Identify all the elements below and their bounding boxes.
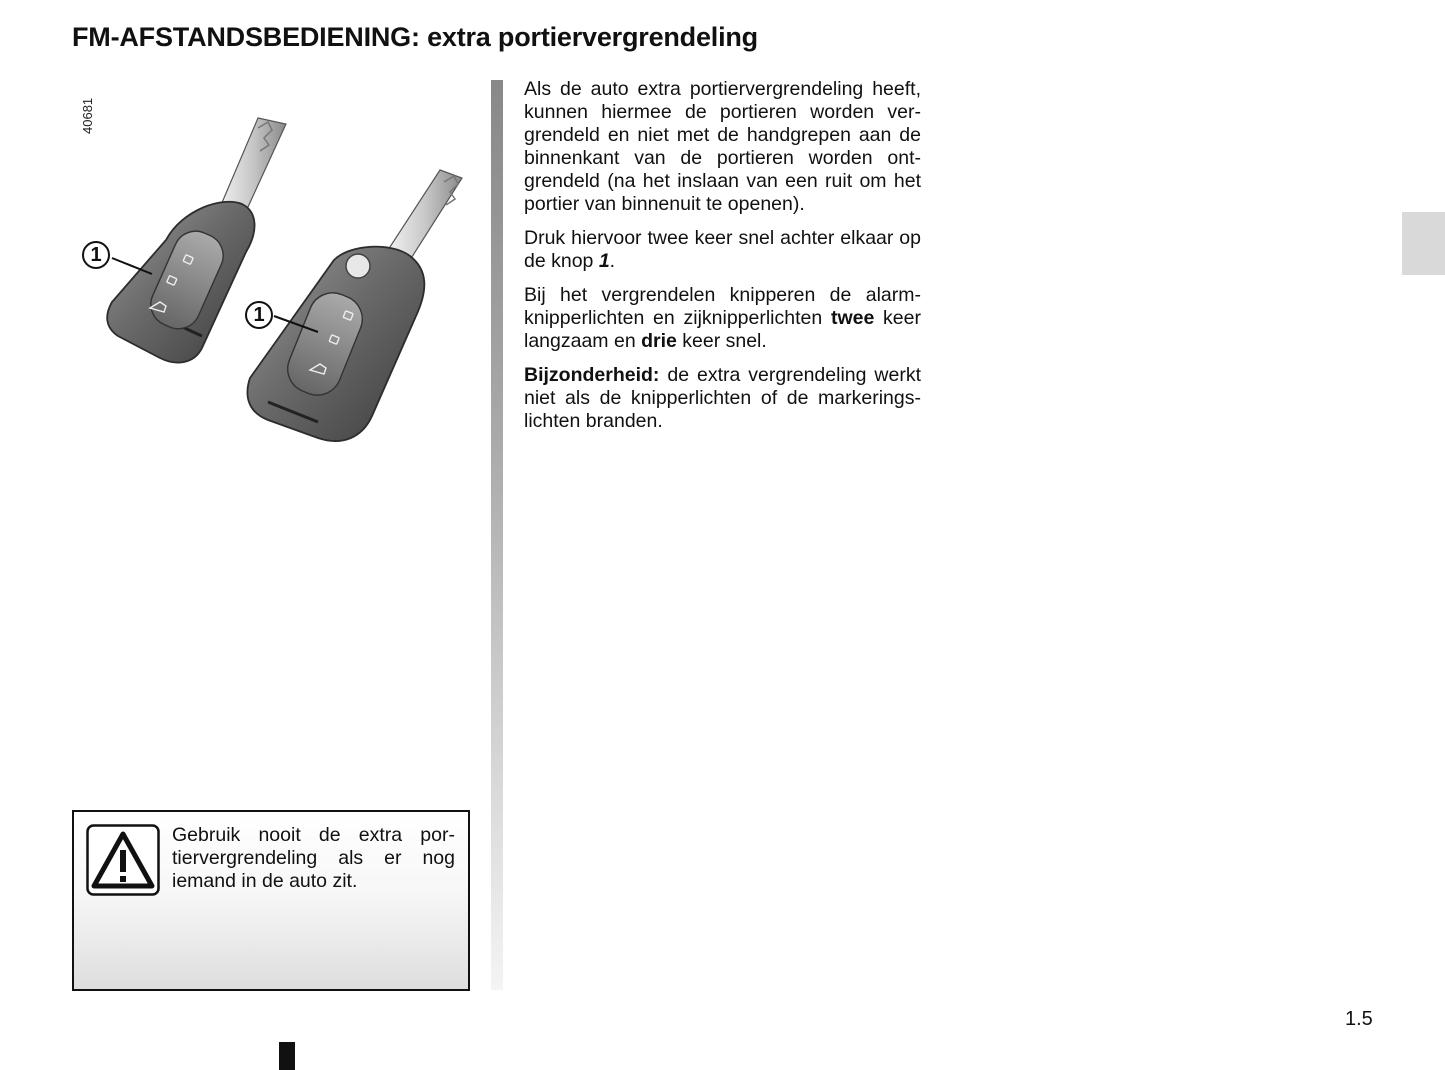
note-label: Bijzonderheid: xyxy=(524,364,660,386)
remote-key-illustration xyxy=(72,80,482,470)
warning-text: Gebruik nooit de extra portiervergrendeling als er nog iemand in de auto zit. xyxy=(172,824,455,892)
flashing-text-b: keer langzaam en xyxy=(524,307,921,352)
instruction-end: . xyxy=(609,250,616,272)
callout-1-right: 1 xyxy=(245,301,273,329)
section-tab xyxy=(1402,212,1445,275)
print-mark xyxy=(279,1042,295,1070)
warning-triangle-icon xyxy=(86,824,160,896)
button-reference: 1 xyxy=(598,250,610,272)
paragraph-note xyxy=(524,364,921,433)
flashing-text-c: keer snel. xyxy=(676,330,767,352)
paragraph-instruction xyxy=(524,227,921,273)
paragraph-flashing xyxy=(524,284,921,353)
warning-box xyxy=(72,810,470,991)
paragraph-intro: Als de auto extra portiervergrendeling heeft, kunnen hiermee de portieren worden vergrendeld en niet met de handgrepen aan de binnenkant van de portieren worden ontgrendeld (na het inslaan van een ruit om het portier van binnenuit te openen). xyxy=(524,78,921,215)
flashing-count-three: drie xyxy=(641,330,677,352)
callout-1-left: 1 xyxy=(82,241,110,269)
note-text: de extra vergrendeling werkt niet als de knipperlichten of de markeringslichten branden. xyxy=(524,364,921,432)
column-divider xyxy=(491,80,503,990)
body-text xyxy=(524,78,921,444)
figure-code: 40681 xyxy=(80,97,95,134)
flashing-text-a: Bij het vergrendelen knipperen de alarmknipperlichten en zijknipperlichten xyxy=(524,284,921,329)
instruction-text: Druk hiervoor twee keer snel achter elkaar op de knop xyxy=(524,227,921,272)
page-title: FM-AFSTANDSBEDIENING: extra portiervergrendeling xyxy=(72,22,758,52)
right-key xyxy=(247,170,462,441)
page-number: 1.5 xyxy=(1345,1008,1373,1030)
flashing-count-twice: twee xyxy=(830,307,875,329)
